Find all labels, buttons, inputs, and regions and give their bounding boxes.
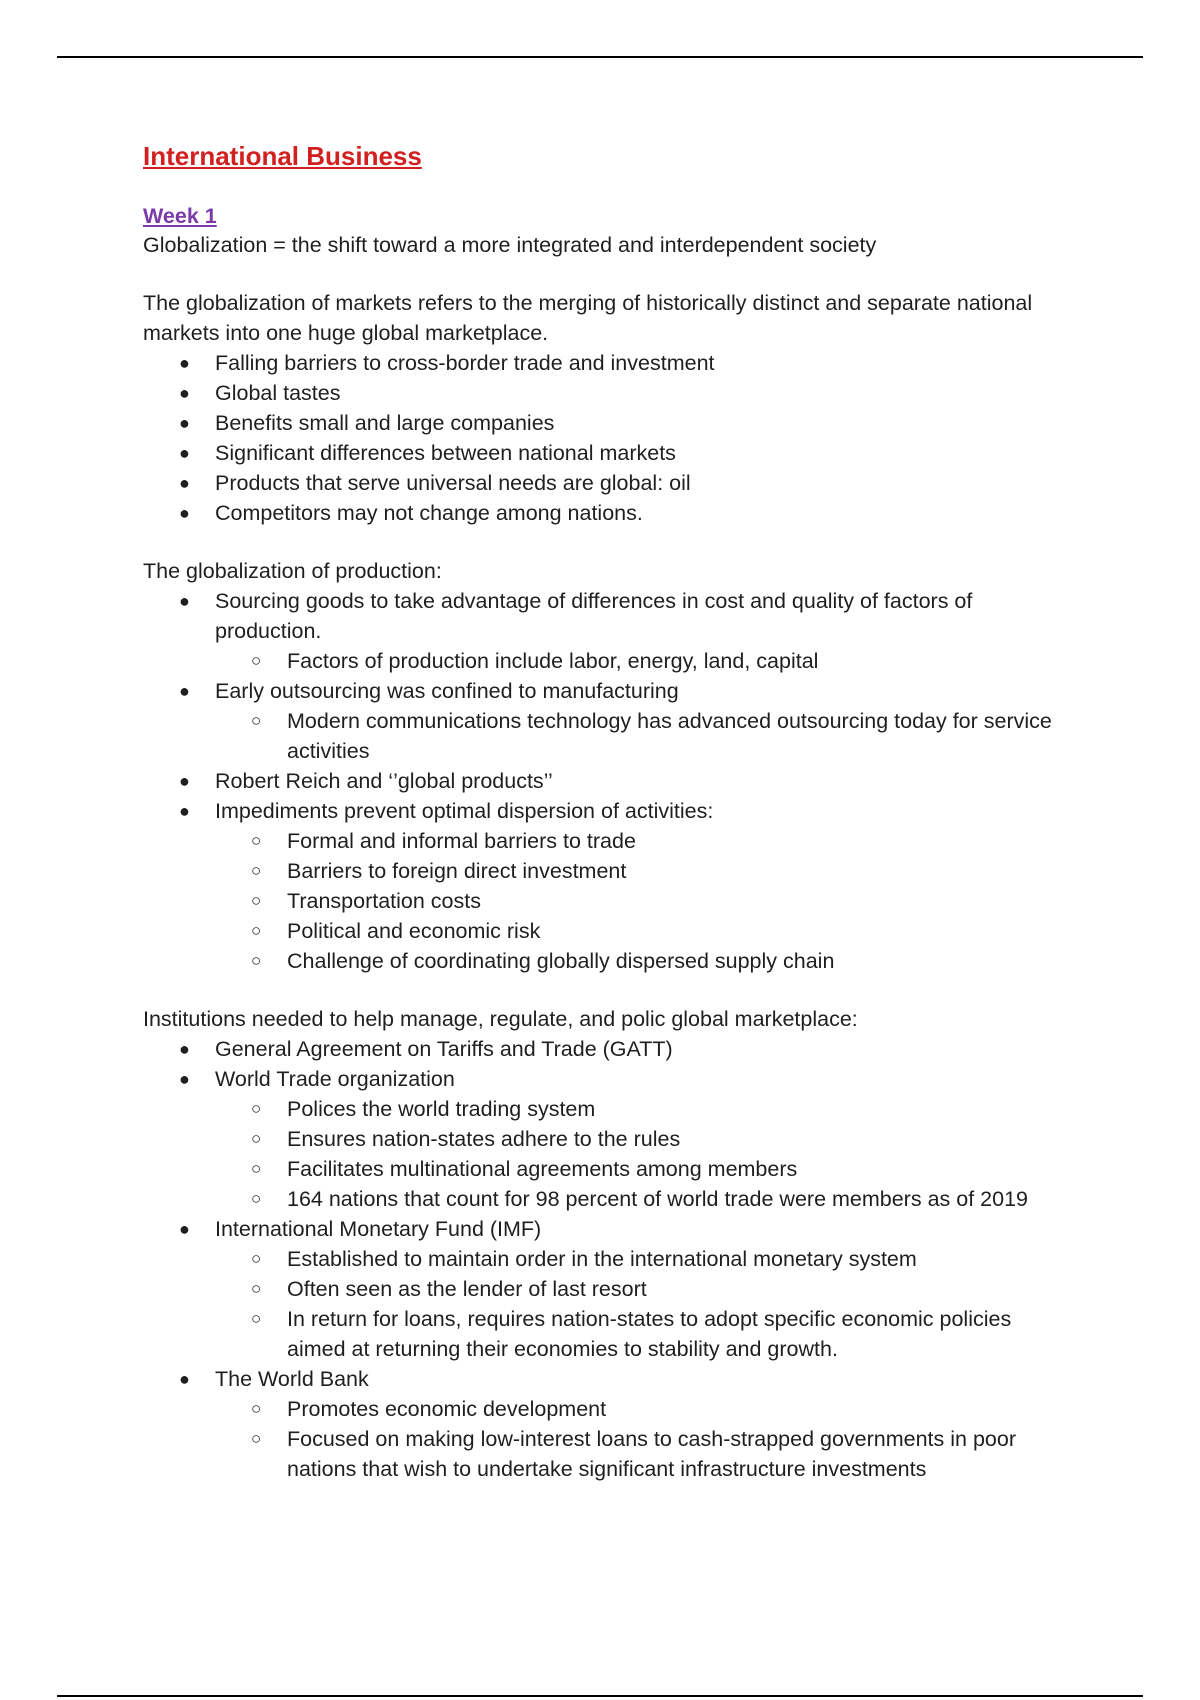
bullet-icon: ● — [179, 503, 190, 523]
circle-bullet-icon: ○ — [251, 1309, 262, 1328]
sub-list-item: ○ Transportation costs — [287, 886, 1063, 916]
list-item: ● General Agreement on Tariffs and Trade (GATT) — [215, 1034, 1063, 1064]
document-title: International Business — [143, 141, 422, 171]
spacer — [143, 528, 1063, 556]
circle-bullet-icon: ○ — [251, 1279, 262, 1298]
sub-list-item: ○ Barriers to foreign direct investment — [287, 856, 1063, 886]
bullet-icon: ● — [179, 1039, 190, 1059]
sub-list-item: ○ Modern communications technology has advanced outsourcing today for service activities — [287, 706, 1063, 766]
circle-bullet-icon: ○ — [251, 1189, 262, 1208]
list-item: ● Impediments prevent optimal dispersion of activities: ○ Formal and informal barriers to trade ○ Barriers to foreign direct investment ○ Transportation costs ○ Political and economic risk ○ Challenge of coordinating globally dispersed supply chain — [215, 796, 1063, 976]
list-item: ● Early outsourcing was confined to manufacturing ○ Modern communications technology has advanced outsourcing today for service activities — [215, 676, 1063, 766]
production-list — [143, 586, 1063, 976]
circle-bullet-icon: ○ — [251, 651, 262, 670]
spacer — [143, 260, 1063, 288]
list-item: ● Falling barriers to cross-border trade and investment — [215, 348, 1063, 378]
sub-list — [215, 1094, 1063, 1214]
globalization-definition: Globalization = the shift toward a more integrated and interdependent society — [143, 233, 877, 257]
bullet-icon: ● — [179, 801, 190, 821]
markets-intro: The globalization of markets refers to the merging of historically distinct and separate national markets into one huge global marketplace. — [143, 291, 1033, 345]
bullet-icon: ● — [179, 771, 190, 791]
spacer — [143, 976, 1063, 1004]
bullet-icon: ● — [179, 353, 190, 373]
circle-bullet-icon: ○ — [251, 861, 262, 880]
production-intro: The globalization of production: — [143, 559, 442, 583]
circle-bullet-icon: ○ — [251, 951, 262, 970]
sub-list-item: ○ Political and economic risk — [287, 916, 1063, 946]
markets-list — [143, 348, 1063, 528]
sub-list-item: ○ Facilitates multinational agreements among members — [287, 1154, 1063, 1184]
circle-bullet-icon: ○ — [251, 831, 262, 850]
sub-list-item: ○ Polices the world trading system — [287, 1094, 1063, 1124]
sub-list-item: ○ Factors of production include labor, energy, land, capital — [287, 646, 1063, 676]
bullet-icon: ● — [179, 681, 190, 701]
sub-list — [215, 706, 1063, 766]
circle-bullet-icon: ○ — [251, 1099, 262, 1118]
sub-list-item: ○ In return for loans, requires nation-states to adopt specific economic policies aimed at returning their economies to stability and growth. — [287, 1304, 1063, 1364]
sub-list-item: ○ Often seen as the lender of last resort — [287, 1274, 1063, 1304]
sub-list — [215, 1244, 1063, 1364]
circle-bullet-icon: ○ — [251, 891, 262, 910]
bullet-icon: ● — [179, 591, 190, 611]
sub-list-item: ○ 164 nations that count for 98 percent of world trade were members as of 2019 — [287, 1184, 1063, 1214]
circle-bullet-icon: ○ — [251, 1249, 262, 1268]
bullet-icon: ● — [179, 413, 190, 433]
list-item: ● Robert Reich and ‘’global products’’ — [215, 766, 1063, 796]
institutions-intro: Institutions needed to help manage, regulate, and polic global marketplace: — [143, 1007, 858, 1031]
bullet-icon: ● — [179, 473, 190, 493]
list-item: ● World Trade organization ○ Polices the world trading system ○ Ensures nation-states adhere to the rules ○ Facilitates multinational agreements among members ○ 164 nations that count for 98 percent of world trade were members as of 2019 — [215, 1064, 1063, 1214]
list-item: ● The World Bank ○ Promotes economic development ○ Focused on making low-interest loans to cash-strapped governments in poor nations that wish to undertake significant infrastructure investments — [215, 1364, 1063, 1484]
list-item: ● Products that serve universal needs are global: oil — [215, 468, 1063, 498]
institutions-list — [143, 1034, 1063, 1484]
list-item: ● Significant differences between national markets — [215, 438, 1063, 468]
sub-list-item: ○ Established to maintain order in the international monetary system — [287, 1244, 1063, 1274]
week-heading: Week 1 — [143, 204, 217, 228]
list-item: ● International Monetary Fund (IMF) ○ Established to maintain order in the international monetary system ○ Often seen as the lender of last resort ○ In return for loans, requires nation-states to adopt specific economic policies aimed at returning their economies to stability and growth. — [215, 1214, 1063, 1364]
list-item: ● Global tastes — [215, 378, 1063, 408]
sub-list — [215, 826, 1063, 976]
circle-bullet-icon: ○ — [251, 711, 262, 730]
list-item: ● Sourcing goods to take advantage of differences in cost and quality of factors of production. ○ Factors of production include labor, energy, land, capital — [215, 586, 1063, 676]
bullet-icon: ● — [179, 443, 190, 463]
document-body — [143, 138, 1063, 1484]
sub-list-item: ○ Challenge of coordinating globally dispersed supply chain — [287, 946, 1063, 976]
circle-bullet-icon: ○ — [251, 1129, 262, 1148]
list-item: ● Benefits small and large companies — [215, 408, 1063, 438]
bullet-icon: ● — [179, 383, 190, 403]
bullet-icon: ● — [179, 1369, 190, 1389]
sub-list-item: ○ Focused on making low-interest loans to cash-strapped governments in poor nations that wish to undertake significant infrastructure investments — [287, 1424, 1063, 1484]
circle-bullet-icon: ○ — [251, 1399, 262, 1418]
sub-list-item: ○ Formal and informal barriers to trade — [287, 826, 1063, 856]
circle-bullet-icon: ○ — [251, 921, 262, 940]
header-rule — [57, 56, 1143, 58]
circle-bullet-icon: ○ — [251, 1159, 262, 1178]
footer-rule — [57, 1695, 1143, 1697]
bullet-icon: ● — [179, 1219, 190, 1239]
bullet-icon: ● — [179, 1069, 190, 1089]
list-item: ● Competitors may not change among nations. — [215, 498, 1063, 528]
sub-list-item: ○ Promotes economic development — [287, 1394, 1063, 1424]
sub-list — [215, 1394, 1063, 1484]
circle-bullet-icon: ○ — [251, 1429, 262, 1448]
sub-list — [215, 646, 1063, 676]
sub-list-item: ○ Ensures nation-states adhere to the rules — [287, 1124, 1063, 1154]
